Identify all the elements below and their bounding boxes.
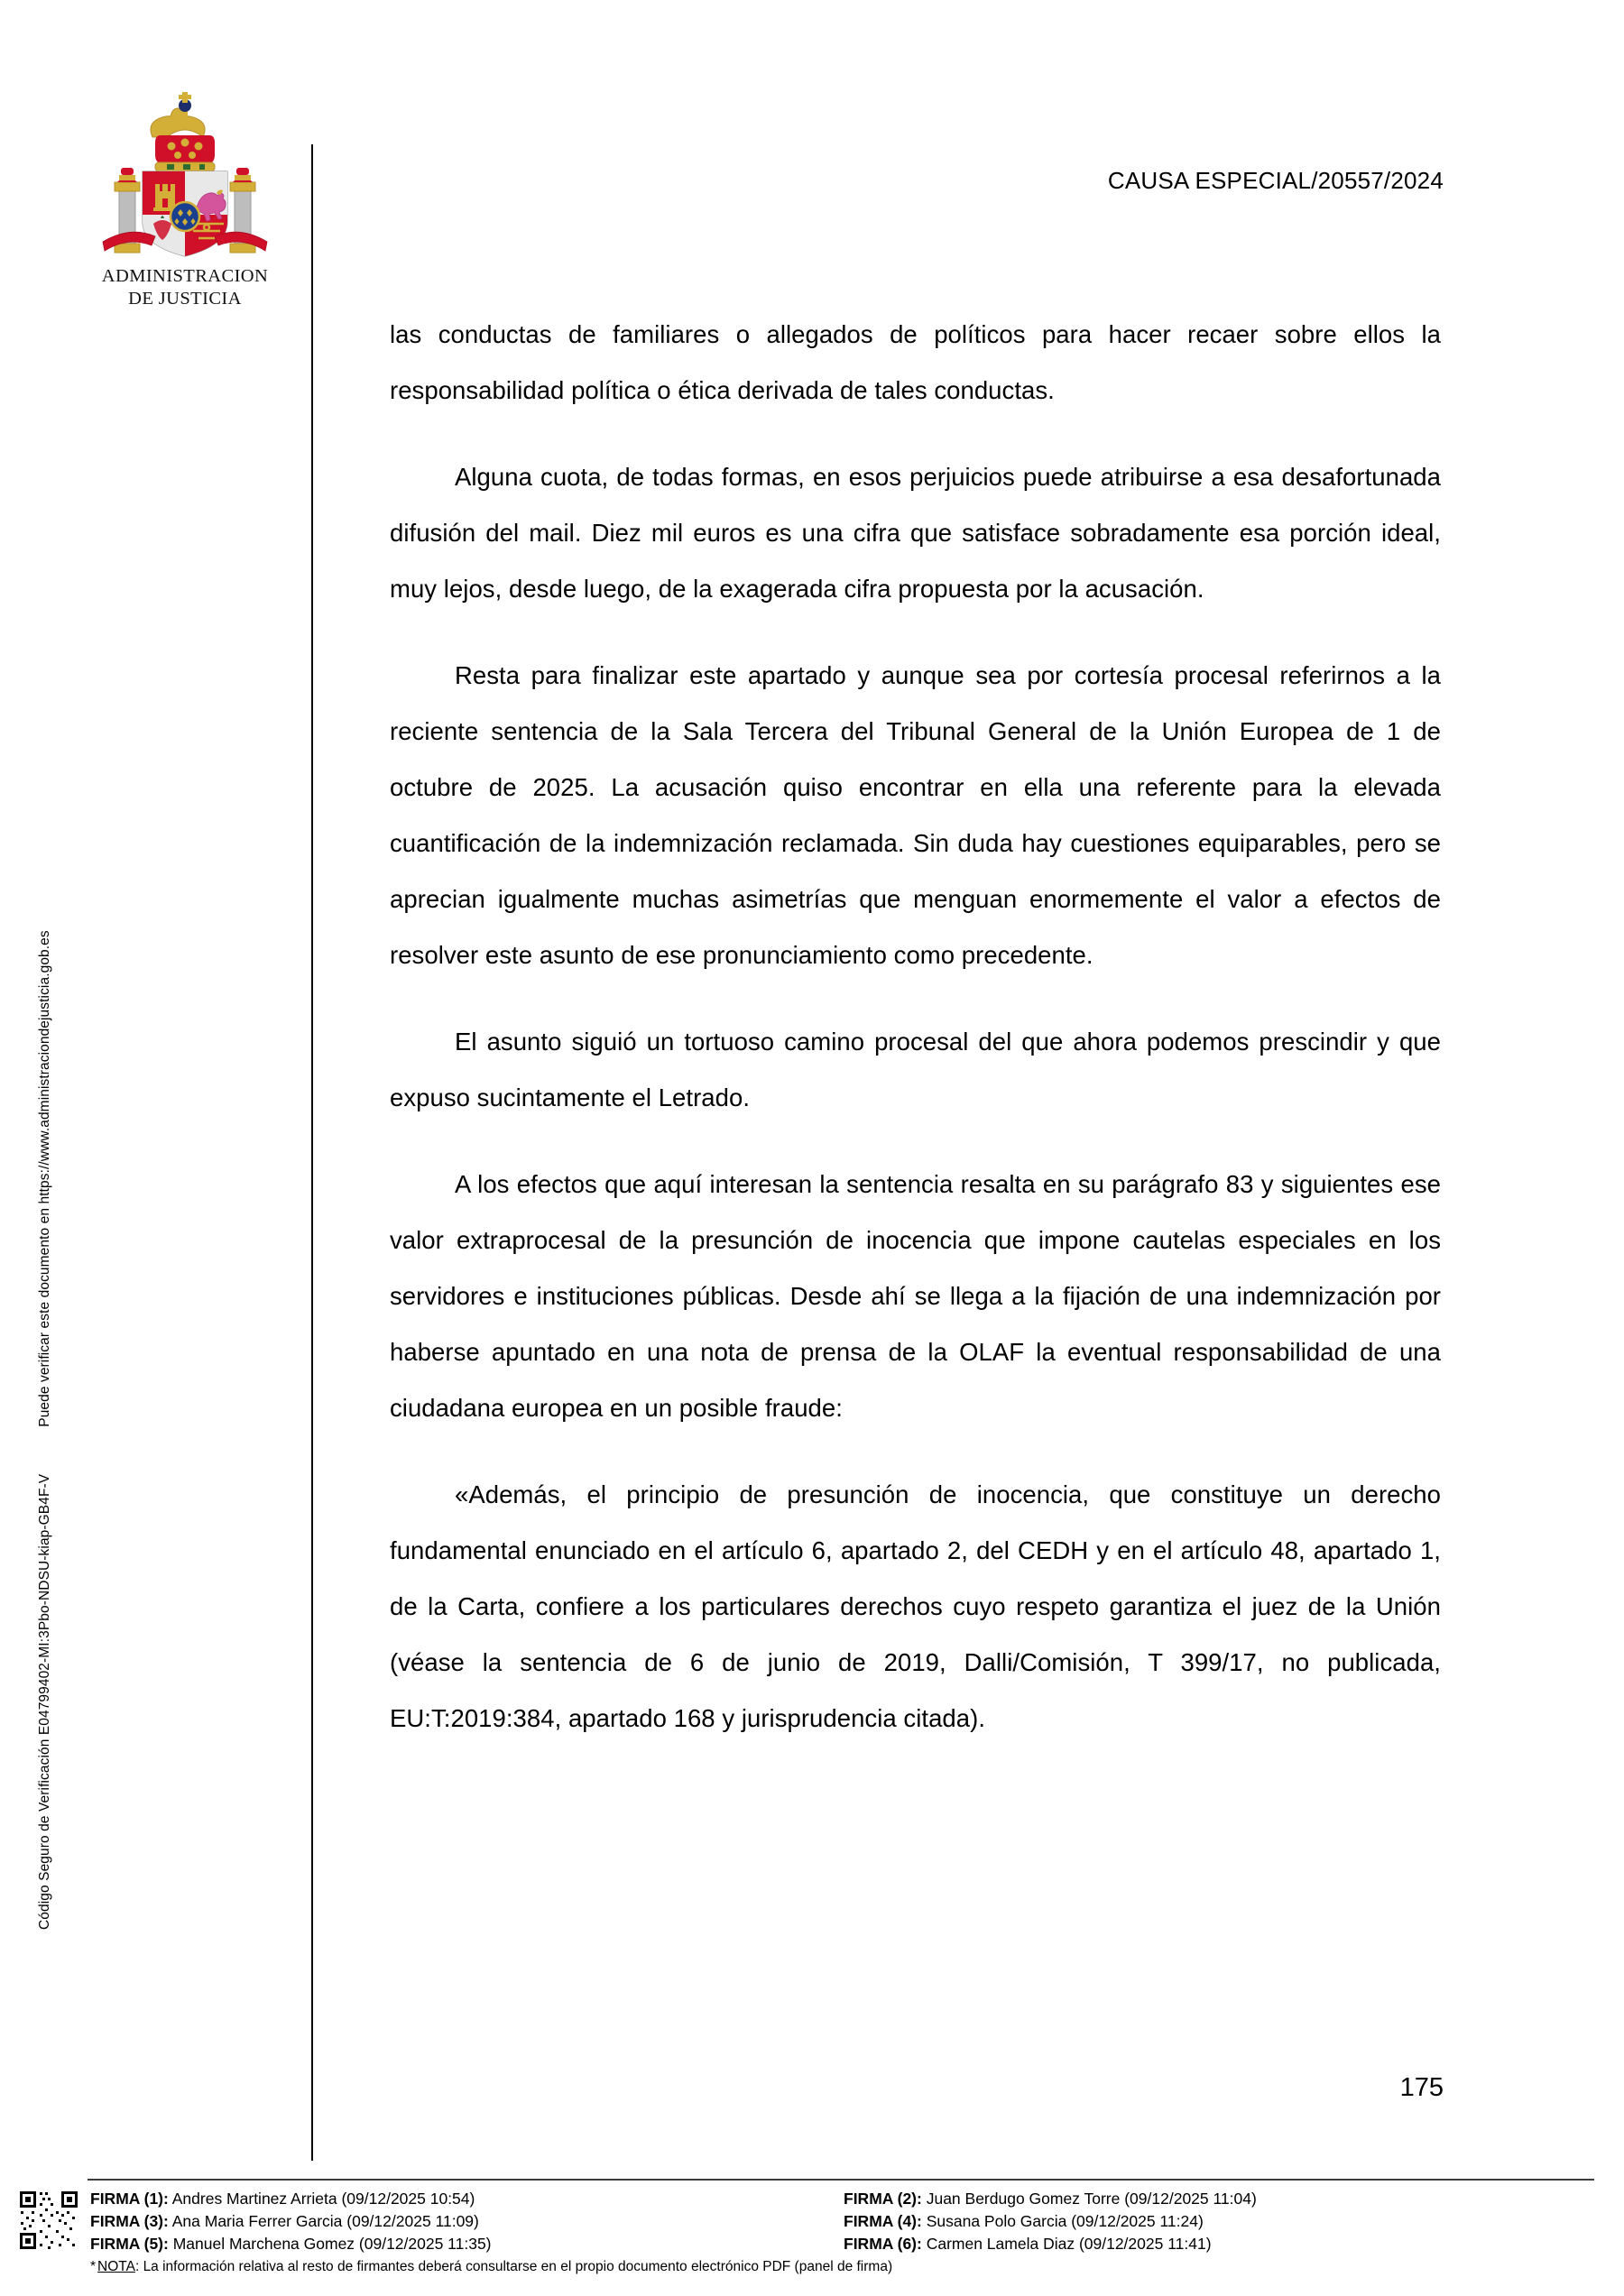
note-label: NOTA [97, 2259, 135, 2274]
signature-list [90, 2188, 1597, 2276]
paragraph-6-quote: «Además, el principio de presunción de inocencia, que constituye un derecho fundamental enunciado en el artículo 6, apartado 2, del CEDH y en el artículo 48, apartado 1, de la Carta, confiere a los particulares derechos cuyo respeto garantiza el juez de la Unión (véase la sentencia de 6 de junio de 2019, Dalli/Comisión, T 399/17, no publicada, EU:T:2019:384, apartado 168 y jurisprudencia citada). [390, 1480, 1441, 1732]
signature-note [90, 2258, 1597, 2276]
signature-entry-5 [90, 2233, 844, 2255]
signature-value-3: Ana Maria Ferrer Garcia (09/12/2025 11:09) [168, 2212, 479, 2230]
paragraph-5: A los efectos que aquí interesan la sentencia resalta en su parágrafo 83 y siguientes ese valor extraprocesal de la presunción de inocencia que impone cautelas especiales en los servidores e instituciones públicas. Desde ahí se llega a la fijación de una indemnización por haberse apuntado en una nota de prensa de la OLAF la eventual responsabilidad de una ciudadana europea en un posible fraude: [390, 1170, 1441, 1422]
paragraph-1: las conductas de familiares o allegados de políticos para hacer recaer sobre ellos la responsabilidad política o ética derivada de tales conductas. [390, 320, 1441, 404]
note-asterisk: * [90, 2259, 97, 2274]
document-body [390, 307, 1441, 1747]
signature-entry-4 [844, 2210, 1597, 2233]
emblem-caption [54, 265, 316, 310]
emblem-caption-line1: ADMINISTRACION [101, 266, 269, 286]
signature-entry-6 [844, 2233, 1597, 2255]
verification-code-label: Código Seguro de Verificación E04799402-MI:3Pbo-NDSU-kiap-GB4F-V [37, 1473, 52, 1930]
signature-label-2: FIRMA (2): [844, 2190, 922, 2208]
case-reference-header: CAUSA ESPECIAL/20557/2024 [1107, 167, 1444, 194]
paragraph-4: El asunto siguió un tortuoso camino procesal del que ahora podemos prescindir y que expuso sucintamente el Letrado. [390, 1028, 1441, 1111]
qr-code-icon [18, 2190, 79, 2251]
note-text: : La información relativa al resto de firmantes deberá consultarse en el propio documento electrónico PDF (panel de firma) [134, 2259, 893, 2274]
paragraph-3: Resta para finalizar este apartado y aunque sea por cortesía procesal referirnos a la reciente sentencia de la Sala Tercera del Tribunal General de la Unión Europea de 1 de octubre de 2025. La acusación quiso encontrar en ella una referente para la elevada cuantificación de la indemnización reclamada. Sin duda hay cuestiones equiparables, pero se aprecian igualmente muchas asimetrías que menguan enormemente el valor a efectos de resolver este asunto de ese pronunciamiento como precedente. [390, 661, 1441, 969]
spanish-coat-of-arms-icon [81, 81, 289, 262]
signature-value-1: Andres Martinez Arrieta (09/12/2025 10:54) [168, 2190, 475, 2208]
signature-value-2: Juan Berdugo Gomez Torre (09/12/2025 11:04) [921, 2190, 1257, 2208]
signature-label-3: FIRMA (3): [90, 2212, 169, 2230]
signature-value-5: Manuel Marchena Gomez (09/12/2025 11:35) [168, 2235, 492, 2253]
verification-url-text: Puede verificar este documento en https://www.administraciondejusticia.gob.es [37, 930, 52, 1427]
signature-value-4: Susana Polo Garcia (09/12/2025 11:24) [921, 2212, 1204, 2230]
emblem-column [54, 81, 316, 310]
signature-label-4: FIRMA (4): [844, 2212, 922, 2230]
verification-strip-text [37, 216, 53, 1930]
signature-label-6: FIRMA (6): [844, 2235, 922, 2253]
signature-label-5: FIRMA (5): [90, 2235, 169, 2253]
signature-value-6: Carmen Lamela Diaz (09/12/2025 11:41) [921, 2235, 1212, 2253]
footer-divider [88, 2179, 1594, 2181]
emblem-caption-line2: DE JUSTICIA [128, 289, 242, 309]
paragraph-2: Alguna cuota, de todas formas, en esos perjuicios puede atribuirse a esa desafortunada difusión del mail. Diez mil euros es una cifra que satisface sobradamente esa porción ideal, muy lejos, desde luego, de la exagerada cifra propuesta por la acusación. [390, 463, 1441, 603]
signature-footer [0, 2179, 1624, 2296]
margin-divider [311, 144, 313, 2161]
signature-label-1: FIRMA (1): [90, 2190, 169, 2208]
signature-entry-1 [90, 2188, 844, 2210]
signature-entry-3 [90, 2210, 844, 2233]
verification-strip [0, 0, 54, 2147]
page-number: 175 [1399, 2073, 1444, 2102]
signature-entry-2 [844, 2188, 1597, 2210]
